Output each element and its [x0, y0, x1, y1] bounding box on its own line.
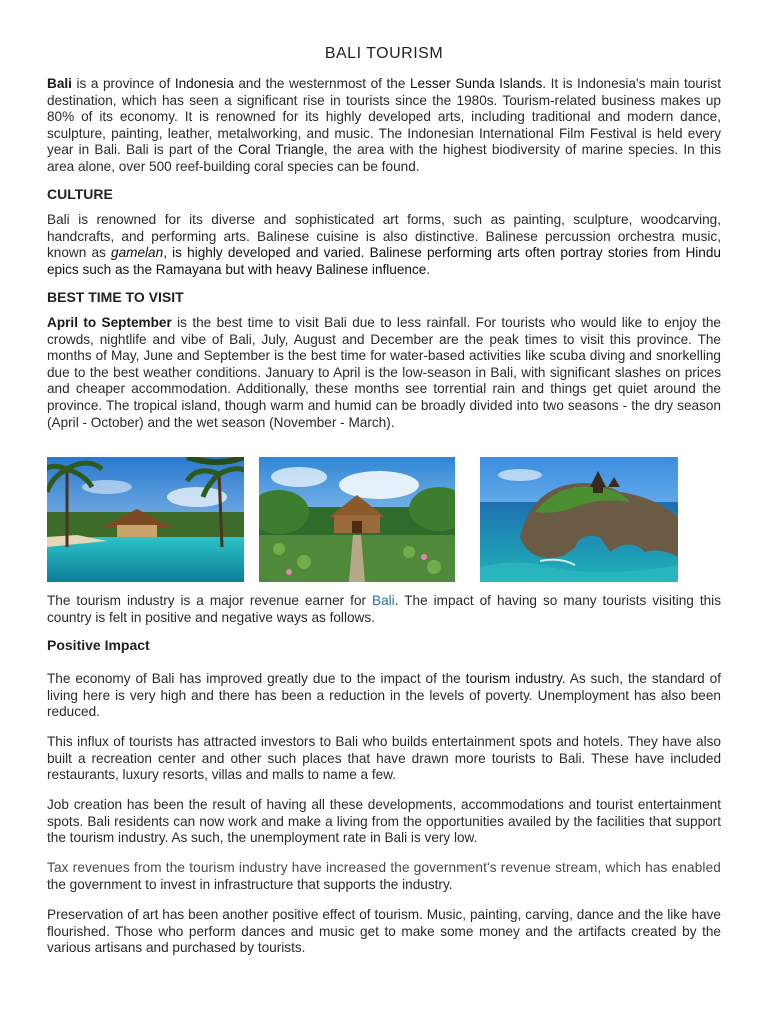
resort-pool-photo [47, 457, 244, 582]
culture-text: , is highly developed and varied. Balinese performing arts often portray stories from Hindu epics such as the Ramayana but with heavy Balinese influence. [47, 245, 721, 277]
bali-link[interactable]: Bali [372, 593, 395, 608]
culture-paragraph [47, 212, 721, 278]
tourism-industry-term: tourism industry [465, 671, 562, 686]
intro-paragraph [47, 76, 721, 176]
economy-text: . As such, the standard of living here is very high and there has been a reduction in the levels of poverty. Unemployment has also been reduced. [47, 671, 722, 720]
art-preservation-paragraph: Preservation of art has been another positive effect of tourism. Music, painting, carving, dance and the like have flourished. Those who perform dances and music get to make some money and the artifacts created by the various artisans and purchased by tourists. [47, 907, 721, 956]
lesser-sunda-term: Lesser Sunda Islands. [409, 76, 547, 91]
intro-text: is a province of [71, 76, 175, 91]
job-creation-paragraph: Job creation has been the result of having all these developments, accommodations and tourist entertainment spots. Bali residents can now work and make a living from the opportunities availed by the facilities that support the tourism industry. As such, the unemployment rate in Bali is very low. [47, 797, 721, 846]
culture-heading: CULTURE [47, 186, 113, 202]
tax-revenue-text: Tax revenues from the tourism industry have increased the government's revenue stream, which has enabled [47, 860, 721, 875]
intro-text: and the westernmost of the [233, 76, 410, 91]
positive-impact-heading: Positive Impact [47, 637, 150, 653]
tax-revenue-paragraph [47, 860, 721, 893]
industry-text: . The impact of having so many tourists visiting this country is felt in positive and negative ways as follows. [47, 593, 721, 625]
culture-text: Bali is renowned for its diverse and sophisticated art forms, such as painting, sculpture, woodcarving, handcrafts, and performing arts. Balinese cuisine is also distinctive. Balinese percussion orchestra music, known as [47, 212, 721, 261]
intro-text: , the area with the highest biodiversity of marine species. In this area alone, over 500 reef-building coral species can be found. [47, 142, 722, 174]
page-title: BALI TOURISM [324, 45, 444, 62]
tax-revenue-text: the government to invest in infrastructure that supports the industry. [47, 876, 453, 892]
april-september-bold: April to September [47, 315, 172, 330]
gamelan-term: gamelan [111, 245, 164, 261]
investors-paragraph: This influx of tourists has attracted investors to Bali who builds entertainment spots and hotels. They have also built a recreation center and other such places that have drawn more tourists to Bali. These have included restaurants, luxury resorts, villas and malls to name a few. [47, 734, 721, 783]
economy-paragraph [47, 671, 721, 721]
best-time-paragraph [47, 315, 721, 431]
bali-bold: Bali [47, 76, 72, 91]
coral-triangle-term: Coral Triangle [238, 142, 325, 158]
economy-text: The economy of Bali has improved greatly due to the impact of the [47, 671, 466, 686]
indonesia-term: Indonesia [174, 76, 234, 91]
best-time-text: is the best time to visit Bali due to less rainfall. For tourists who would like to enjoy the crowds, nightlife and vibe of Bali, July, August and December are the peak times to visit this province. The months of May, June and September is the best time for water-based activities like scuba diving and snorkelling due to the best weather conditions. January to April is the low-season in Bali, with significant slashes on prices and cheaper accommodation. Additionally, these months see torrential rain and things get quiet around the province. The tropical island, though warm and humid can be broadly divided into two seasons - the dry season (April - October) and the wet season (November - March). [47, 315, 721, 430]
intro-text: It is Indonesia's main tourist destination, which has seen a significant rise in tourists since the 1980s. Tourism-related business makes up 80% of its economy. It is renowned for its highly developed arts, including traditional and modern dance, sculpture, painting, leather, metalworking, and music. The Indonesian International Film Festival is held every year in Bali. Bali is part of the [47, 76, 721, 158]
temple-pond-photo [259, 457, 455, 582]
sea-temple-photo [480, 457, 678, 582]
industry-text: The tourism industry is a major revenue earner for [47, 593, 373, 608]
industry-paragraph [47, 593, 721, 626]
best-time-heading: BEST TIME TO VISIT [47, 289, 184, 305]
